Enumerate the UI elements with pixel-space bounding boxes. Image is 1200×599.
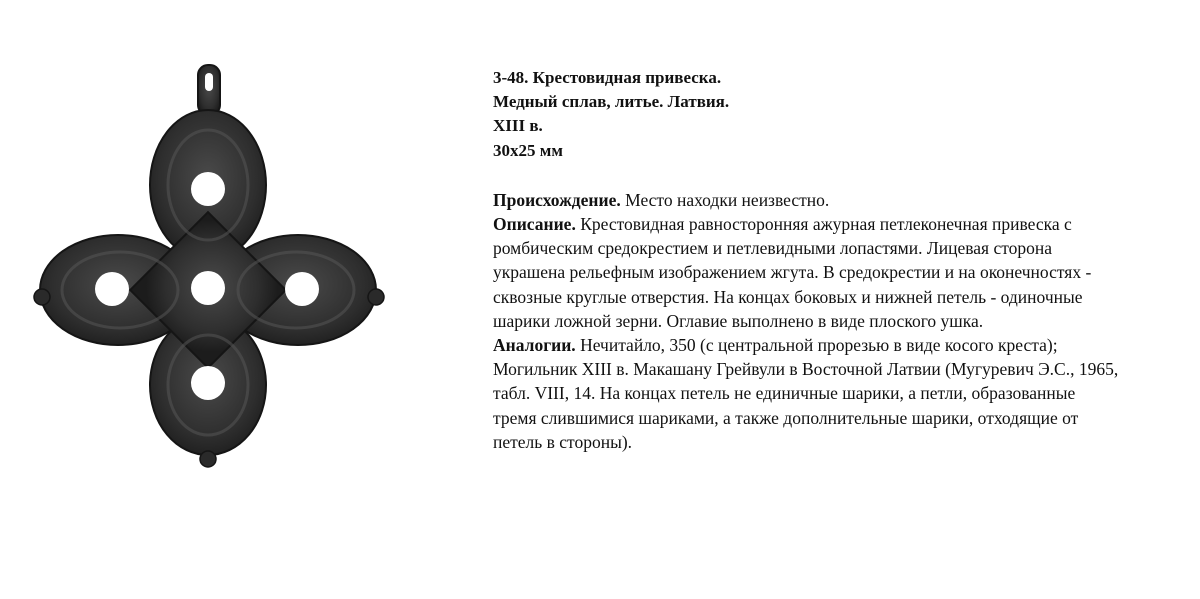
analogies-line: тремя слившимися шариками, а также дополнительные шарики, отходящие от — [493, 407, 1079, 428]
description-line: сквозные круглые отверстия. На концах боковых и нижней петель - одиночные — [493, 286, 1083, 307]
cross-pendant-image — [28, 35, 398, 475]
analogies-line — [493, 333, 1200, 357]
analogies-line: петель в стороны). — [493, 431, 633, 452]
entry-material: Медный сплав, литье. Латвия. — [493, 92, 730, 112]
analogies-line: Могильник XIII в. Макашану Грейвули в Восточной Латвии (Мугуревич Э.С., 1965, — [493, 359, 1119, 380]
description-line: ромбическим средокрестием и петлевидными лопастями. Лицевая сторона — [493, 238, 1053, 259]
analogies-label: Аналогии. — [493, 335, 576, 356]
entry-century: XIII в. — [493, 116, 543, 136]
description-line: шарики ложной зерни. Оглавие выполнено в виде плоского ушка. — [493, 310, 984, 331]
entry-size: 30х25 мм — [493, 140, 563, 160]
entry-title: 3-48. Крестовидная привеска. — [493, 68, 722, 87]
description-line: украшена рельефным изображением жгута. В средокрестии и на оконечностях - — [493, 262, 1092, 283]
catalog-entry — [493, 66, 1200, 454]
provenance-paragraph — [493, 188, 1200, 212]
provenance-text: Место находки неизвестно. — [620, 189, 830, 210]
description-label: Описание. — [493, 214, 576, 235]
analogies-text: Нечитайло, 350 (с центральной прорезью в виде косого креста); — [575, 335, 1058, 356]
spacer — [493, 163, 1200, 188]
provenance-label: Происхождение. — [493, 189, 621, 210]
description-text: Крестовидная равносторонняя ажурная петлеконечная привеска с — [575, 214, 1072, 235]
description-line — [493, 212, 1200, 236]
analogies-line: табл. VIII, 14. На концах петель не единичные шарики, а петли, образованные — [493, 383, 1076, 404]
